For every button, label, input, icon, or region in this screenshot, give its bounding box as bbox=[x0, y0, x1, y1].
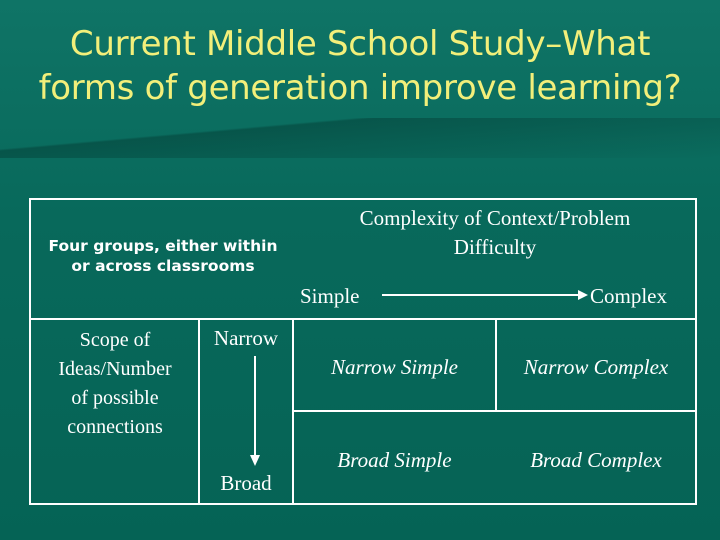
scope-label-line-1: Scope of bbox=[79, 329, 151, 351]
groups-label-line-1: Four groups, either within bbox=[48, 237, 278, 255]
table-top-border bbox=[29, 198, 697, 200]
table-bottom-border bbox=[29, 503, 697, 505]
complexity-header-line-1: Complexity of Context/Problem bbox=[359, 206, 631, 230]
scope-label-line-3: of possible bbox=[71, 387, 159, 409]
groups-label-line-2: or across classrooms bbox=[71, 257, 255, 275]
cell-row-divider bbox=[292, 410, 697, 412]
cell-broad-simple: Broad Simple bbox=[337, 448, 452, 472]
title-separator-shadow bbox=[0, 118, 720, 158]
title-line-1: Current Middle School Study–What bbox=[69, 24, 651, 64]
scope-label bbox=[33, 326, 197, 442]
cell-narrow-simple: Narrow Simple bbox=[331, 355, 458, 379]
table-right-border bbox=[695, 198, 697, 505]
complexity-header-line-2: Difficulty bbox=[453, 235, 537, 259]
groups-label bbox=[29, 236, 297, 276]
axis-broad-label: Broad bbox=[220, 471, 272, 495]
axis-simple-label: Simple bbox=[300, 284, 360, 308]
cell-broad-complex: Broad Complex bbox=[530, 448, 662, 472]
header-divider bbox=[29, 318, 697, 320]
axis-complex-label: Complex bbox=[590, 284, 667, 308]
down-arrow-icon bbox=[248, 356, 262, 466]
cell-narrow-complex: Narrow Complex bbox=[523, 355, 669, 379]
complexity-header bbox=[300, 204, 690, 262]
scope-label-line-2: Ideas/Number bbox=[58, 358, 172, 380]
right-arrow-icon bbox=[382, 288, 588, 302]
slide-title bbox=[0, 22, 720, 110]
axis-narrow-label: Narrow bbox=[213, 326, 279, 350]
title-line-2: forms of generation improve learning? bbox=[38, 68, 682, 108]
scope-label-line-4: connections bbox=[67, 416, 163, 438]
